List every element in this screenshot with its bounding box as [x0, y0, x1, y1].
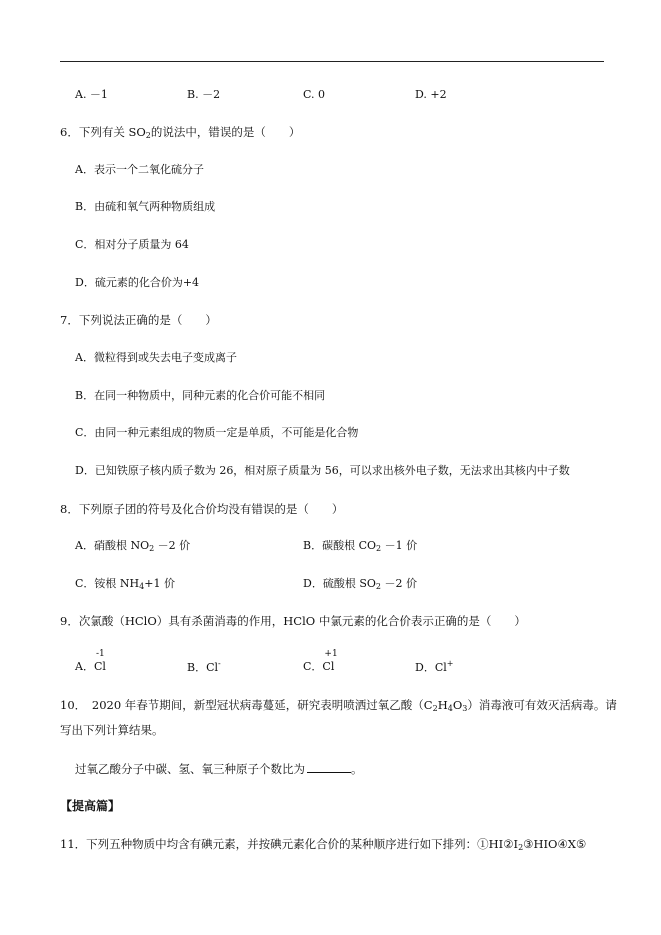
q5-option-d: D. +2	[415, 88, 447, 101]
q5-option-a: A. －1	[75, 88, 108, 101]
q10-line-1: 10． 2020 年春节期间，新型冠状病毒蔓延，研究表明喷洒过氧乙酸$(C_2H_4O_3)$消毒液可有效灭活病毒。请	[60, 698, 617, 713]
q8-option-a: A．硝酸根 $NO_2 -2$ 价	[75, 539, 191, 553]
q9-option-c: C． +1 Cl	[303, 649, 338, 673]
q9-option-d: D．Cl+	[415, 659, 454, 674]
section-heading: 【提高篇】	[60, 799, 121, 813]
q7-option-d: D．已知铁原子核内质子数为 26，相对原子质量为 56，可以求出核外电子数，无法求出其核内中子数	[75, 464, 570, 477]
q8-option-d: D．硫酸根 $SO_2 -2$ 价	[303, 577, 417, 591]
q10-line-3: 过氧乙酸分子中碳、氢、氧三种原子个数比为 。	[75, 762, 363, 776]
q7-stem: 7．下列说法正确的是（ ）	[60, 313, 217, 327]
q6-stem: 6．下列有关 $SO_2$的说法中，错误的是（ ）	[60, 125, 301, 140]
q11-stem: 11．下列五种物质中均含有碘元素，并按碘元素化合价的某种顺序进行如下排列：$①HI②I_2③HIO④X⑤$	[60, 837, 587, 852]
q10-line-2: 写出下列计算结果。	[60, 723, 164, 737]
q5-option-b: B. －2	[187, 88, 221, 101]
q6-option-d: D．硫元素的化合价为+4	[75, 276, 200, 289]
q8-option-c: C．铵根 $NH_4+1$ 价	[75, 577, 175, 591]
answer-blank[interactable]	[307, 760, 351, 773]
q6-option-a: A．表示一个二氧化硫分子	[75, 163, 204, 176]
header-rule	[60, 61, 604, 62]
q8-option-b: B．碳酸根 $CO_2 -1$ 价	[303, 539, 418, 553]
q7-option-a: A．微粒得到或失去电子变成离子	[75, 351, 237, 364]
q7-option-c: C．由同一种元素组成的物质一定是单质，不可能是化合物	[75, 426, 359, 439]
q6-option-c: C．相对分子质量为 64	[75, 238, 189, 251]
q6-option-b: B．由硫和氧气两种物质组成	[75, 200, 216, 213]
q9-stem: 9．次氯酸（HClO）具有杀菌消毒的作用，HClO 中氯元素的化合价表示正确的是（ ）	[60, 614, 526, 628]
q7-option-b: B．在同一种物质中，同种元素的化合价可能不相同	[75, 389, 326, 402]
q9-a-valence: -1	[95, 649, 105, 659]
q8-stem: 8．下列原子团的符号及化合价均没有错误的是（ ）	[60, 502, 344, 516]
q5-option-c: C. 0	[303, 88, 326, 101]
q9-c-valence: +1	[324, 649, 338, 659]
q9-option-b: B．Cl-	[187, 659, 221, 674]
q9-option-a: A． -1 Cl	[75, 649, 106, 673]
